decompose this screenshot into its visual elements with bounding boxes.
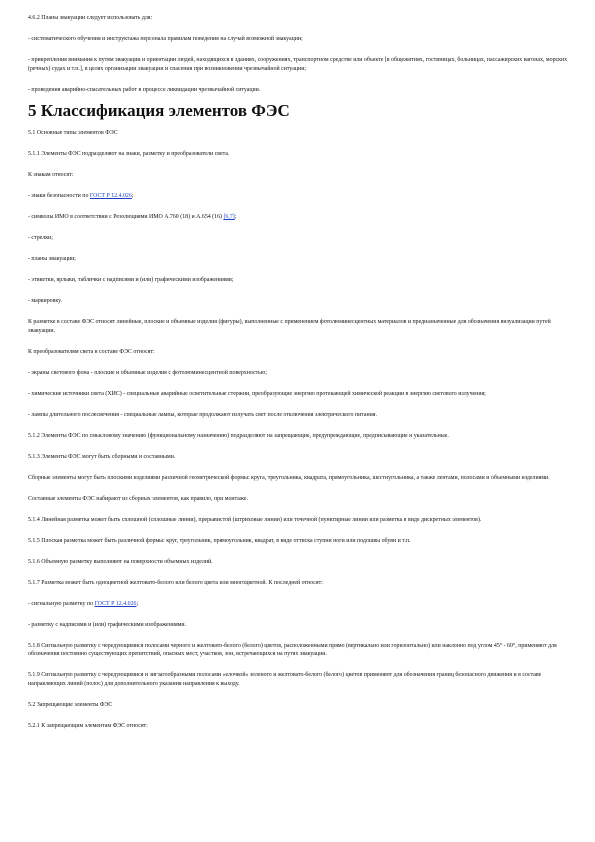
paragraph-5-1-1: 5.1.1 Элементы ФЭС подразделяют на знаки, разметку и преобразователи света.	[28, 151, 230, 157]
paragraph-5-1-3: 5.1.3 Элементы ФЭС могут быть сборными и составными.	[28, 453, 176, 460]
list-item-marking: - маркировку.	[28, 298, 62, 304]
list-item-chemical-light: - химические источники света (ХИС) - специальные аварийные осветительные стержни, преобразующие энергию протекающей химической реакции в энергию светового излучения;	[28, 390, 486, 397]
list-item-safety-signs	[28, 192, 569, 201]
list-item-training: - систематического обучения и инструктажа персонала правилам поведения на случай возможной эвакуации;	[28, 36, 303, 42]
list-item-rescue: - проведения аварийно-спасательных работ в процессе ликвидации чрезвычайной ситуации.	[28, 86, 261, 93]
paragraph-5-1-5: 5.1.5 Плоская разметка может быть различной формы: круг, треугольник, прямоугольник, квадрат, в виде оттиска ступни ноги или подошвы обуви и т.п.	[28, 537, 411, 544]
paragraph-5-2-1: 5.2.1 К запрещающим элементам ФЭС относят:	[28, 722, 148, 729]
list-item-imo-symbols	[28, 213, 569, 222]
gost-link[interactable]: ГОСТ Р 12.4.026	[94, 600, 137, 607]
list-item-afterglow-lamps: - лампы длительного послесвечения - специальные лампы, которые продолжают излучать свет после отключения электрического питания.	[28, 411, 377, 418]
list-item-light-screens: - экраны светового фона - плоские и объемные изделия с фотолюминесцентной поверхностью;	[28, 369, 267, 376]
paragraph-5-1-2: 5.1.2 Элементы ФЭС по смысловому значению (функциональному назначению) подразделяют на запрещающие, предупреждающие, предписывающие и указательные.	[28, 432, 449, 439]
paragraph-5-1-8: 5.1.8 Сигнальную разметку с чередующимися полосами черного и желтовато-белого (белого) цветов, расположенными прямо (вертикально или горизонтально) или наклонно под углом 45° - 60°, применяют для обозначения постоянно существующих препятствий, опасных мест, участков, зон, встречающихся на путях эвакуации.	[28, 642, 557, 657]
list-item-evacuation-plans: - планы эвакуации;	[28, 256, 76, 262]
paragraph-composite-elements: Составные элементы ФЭС набирают из сборных элементов, как правило, при монтаже.	[28, 495, 248, 502]
gost-link[interactable]: ГОСТ Р 12.4.026	[89, 193, 132, 199]
text-span: - символы ИМО в соответствии с Резолюциями ИМО A.760 (18) и A.654 (16)	[28, 214, 224, 220]
list-item-signal-marking	[28, 600, 569, 609]
text-span: ;	[136, 600, 139, 607]
list-item-attention: - прикрепления внимания к путям эвакуации и ориентации людей, находящихся в зданиях, сооружениях, транспортном средстве или объекте [в общежитиях, гостиницах, больницах, пассажирских вагонах, морских (речных) судах и т.п.], в целях организации эвакуации и спасения при возникновении чрезвычайной ситуации;	[28, 57, 568, 72]
section-heading-5: 5 Классификация элементов ФЭС	[28, 101, 290, 120]
text-span: - сигнальную разметку по	[28, 600, 95, 607]
text-span: - знаки безопасности по	[28, 193, 90, 199]
subheading-5-1: 5.1 Основные типы элементов ФЭС	[28, 130, 118, 136]
paragraph-5-1-9: 5.1.9 Сигнальную разметку с чередующимися и зигзагообразными полосами «елочкой» зеленого и желтовато-белого (белого) цветов применяют для обозначения границ безопасного движения и в составе направляющих линий (полос) для дополнительного указания направления к выходу.	[28, 672, 542, 687]
paragraph-assembled-elements: Сборные элементы могут быть плоскими изделиями различной геометрической формы: круга, треугольника, квадрата, прямоугольника, шестиугольника, а также лентами, полосами и объемными изделиями.	[28, 474, 550, 481]
list-item-labels: - этикетки, ярлыки, таблички с надписями и (или) графическими изображениями;	[28, 277, 234, 283]
text-span: ;	[131, 193, 134, 199]
reference-link[interactable]: [6,7]	[223, 214, 235, 220]
paragraph-marking-definition: К разметке в составе ФЭС относят линейные, плоские и объемные изделия (фигуры), выполненные с применением фотолюминесцентных материалов и предназначенные для обозначения визуализации путей эвакуации.	[28, 319, 551, 334]
list-item-marking-with-inscriptions: - разметку с надписями и (или) графическими изображениями.	[28, 621, 187, 628]
paragraph-4-6-2: 4.6.2 Планы эвакуации следует использовать для:	[28, 15, 153, 21]
paragraph-converters-intro: К преобразователям света в составе ФЭС относят:	[28, 348, 155, 355]
paragraph-signs-intro: К знакам относят:	[28, 172, 74, 178]
paragraph-5-1-4: 5.1.4 Линейная разметка может быть сплошной (сплошные линии), прерывистой (штриховые линии) или точечной (пунктирные линии или разметка в виде дискретных элементов).	[28, 516, 482, 523]
paragraph-5-1-6: 5.1.6 Объемную разметку выполняют на поверхности объемных изделий.	[28, 558, 213, 565]
list-item-arrows: - стрелки;	[28, 235, 53, 241]
paragraph-5-1-7: 5.1.7 Разметка может быть одноцветной желтовато-белого или белого цвета или многоцветной. К последней относят:	[28, 579, 323, 586]
subheading-5-2: 5.2 Запрещающие элементы ФЭС	[28, 701, 113, 708]
text-span: ;	[234, 214, 237, 220]
